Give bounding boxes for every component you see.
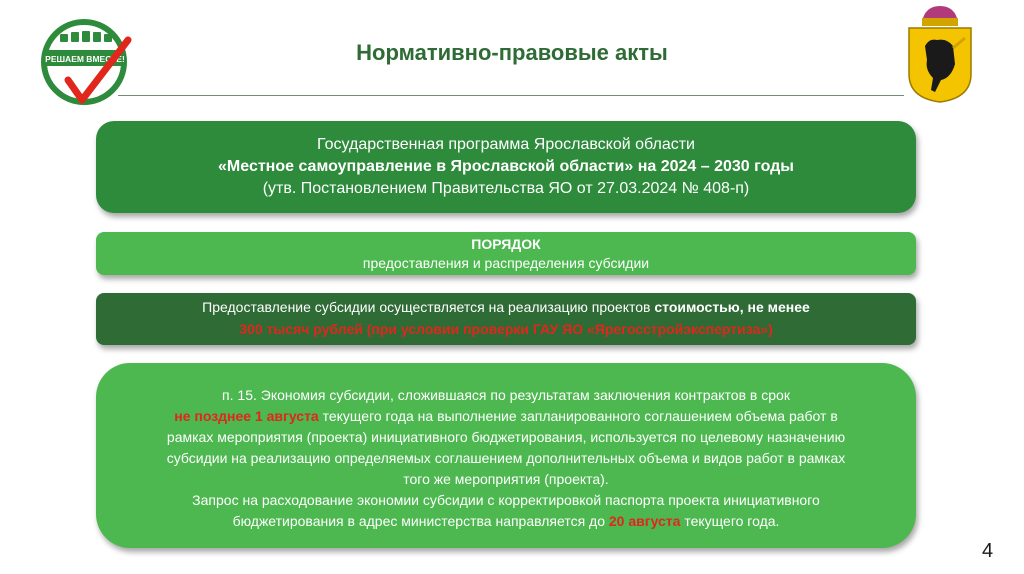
program-line-2: «Местное самоуправление в Ярославской области» на 2024 – 2030 годы xyxy=(218,158,794,175)
logo-text: РЕШАЕМ ВМЕСТЕ! xyxy=(45,54,125,64)
page-title: Нормативно-правовые акты xyxy=(356,40,668,65)
order-subtitle: предоставления и распределения субсидии xyxy=(362,255,650,271)
economy-part-4: текущего года. xyxy=(680,513,780,529)
economy-part-1: п. 15. Экономия субсидии, сложившаяся по результатам заключения контрактов в срок xyxy=(222,387,790,403)
economy-box xyxy=(96,363,916,548)
program-box xyxy=(96,121,916,213)
economy-paragraph-1 xyxy=(156,385,856,490)
order-box xyxy=(96,232,916,275)
title-divider xyxy=(118,95,904,96)
subsidy-text-a: Предоставление субсидии осуществляется на реализацию проектов xyxy=(202,299,655,315)
subsidy-text-b: стоимостью, не менее xyxy=(654,299,810,315)
subsidy-box xyxy=(96,293,916,345)
subsidy-text xyxy=(96,296,916,318)
page-number: 4 xyxy=(982,540,994,562)
economy-highlight-2: 20 августа xyxy=(608,513,681,529)
economy-part-2: текущего года на выполнение запланированного соглашением объема работ в рамках мероприятия (проекта) инициативного бюджетирования, используется по целевому назначению субсидии на реализацию определяемых соглашением дополнительных объема и видов работ в рамках того же мероприятия (проекта). xyxy=(166,408,846,487)
order-title: ПОРЯДОК xyxy=(471,236,541,252)
economy-highlight-1: не позднее 1 августа xyxy=(174,408,319,424)
economy-part-3: Запрос на расходование экономии субсидии с корректировкой паспорта проекта инициативного бюджетирования в адрес министерства направляется до xyxy=(192,492,820,529)
program-line-1: Государственная программа Ярославской области xyxy=(317,136,695,153)
economy-paragraph-2 xyxy=(156,490,856,532)
subsidy-highlight: 300 тысяч рублей (при условии проверки ГАУ ЯО «Ярегосстройэкспертиза») xyxy=(239,321,773,337)
program-line-3: (утв. Постановлением Правительства ЯО от 27.03.2024 № 408-п) xyxy=(262,180,750,197)
